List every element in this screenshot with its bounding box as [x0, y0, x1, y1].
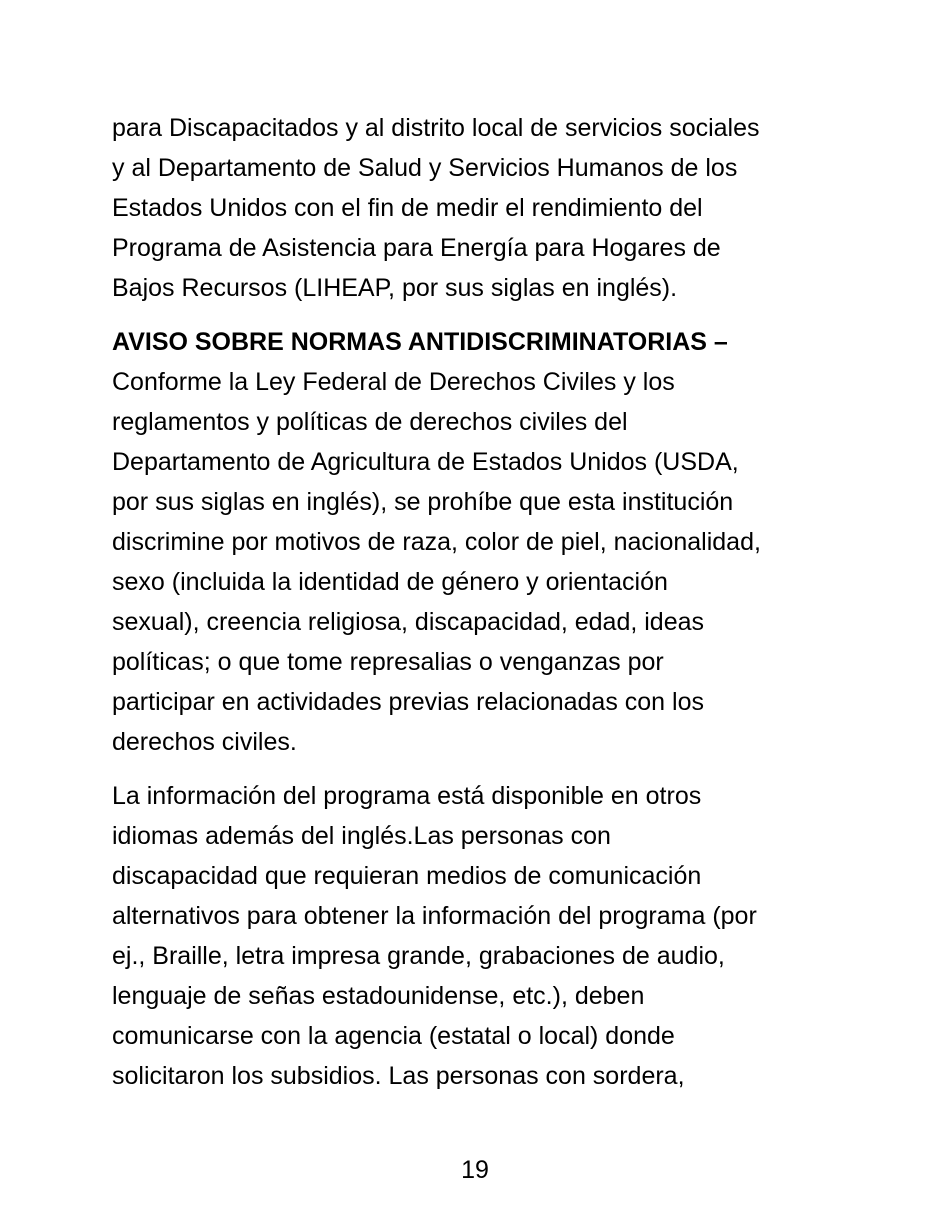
text-line: políticas; o que tome represalias o venganzas por [112, 648, 664, 676]
text-line: sexo (incluida la identidad de género y orientación [112, 568, 668, 596]
text-line: solicitaron los subsidios. Las personas con sordera, [112, 1062, 685, 1090]
text-line: discrimine por motivos de raza, color de piel, nacionalidad, [112, 528, 761, 556]
text-line: Bajos Recursos (LIHEAP, por sus siglas en inglés). [112, 274, 678, 302]
text-line: La información del programa está disponible en otros [112, 782, 702, 810]
paragraph-liheap-purpose [112, 108, 852, 308]
document-body [112, 108, 852, 1110]
text-line: discapacidad que requieran medios de comunicación [112, 862, 702, 890]
text-line: Estados Unidos con el fin de medir el rendimiento del [112, 194, 703, 222]
text-line: idiomas además del inglés.Las personas con [112, 822, 611, 850]
text-line: Departamento de Agricultura de Estados Unidos (USDA, [112, 448, 739, 476]
text-line: lenguaje de señas estadounidense, etc.), deben [112, 982, 645, 1010]
text-line: sexual), creencia religiosa, discapacidad, edad, ideas [112, 608, 705, 636]
text-line: derechos civiles. [112, 728, 297, 756]
section-heading: AVISO SOBRE NORMAS ANTIDISCRIMINATORIAS – [112, 328, 728, 356]
page-number: 19 [461, 1156, 489, 1184]
text-line: y al Departamento de Salud y Servicios Humanos de los [112, 154, 738, 182]
paragraph-program-information [112, 776, 852, 1096]
text-line: Programa de Asistencia para Energía para Hogares de [112, 234, 721, 262]
text-line: alternativos para obtener la información del programa (por [112, 902, 757, 930]
text-line: reglamentos y políticas de derechos civiles del [112, 408, 628, 436]
text-line: por sus siglas en inglés), se prohíbe que esta institución [112, 488, 734, 516]
text-line: para Discapacitados y al distrito local de servicios sociales [112, 114, 760, 142]
text-line: ej., Braille, letra impresa grande, grabaciones de audio, [112, 942, 725, 970]
text-line: Conforme la Ley Federal de Derechos Civiles y los [112, 368, 675, 396]
text-line: participar en actividades previas relacionadas con los [112, 688, 704, 716]
text-line: comunicarse con la agencia (estatal o local) donde [112, 1022, 675, 1050]
paragraph-nondiscrimination [112, 322, 852, 762]
